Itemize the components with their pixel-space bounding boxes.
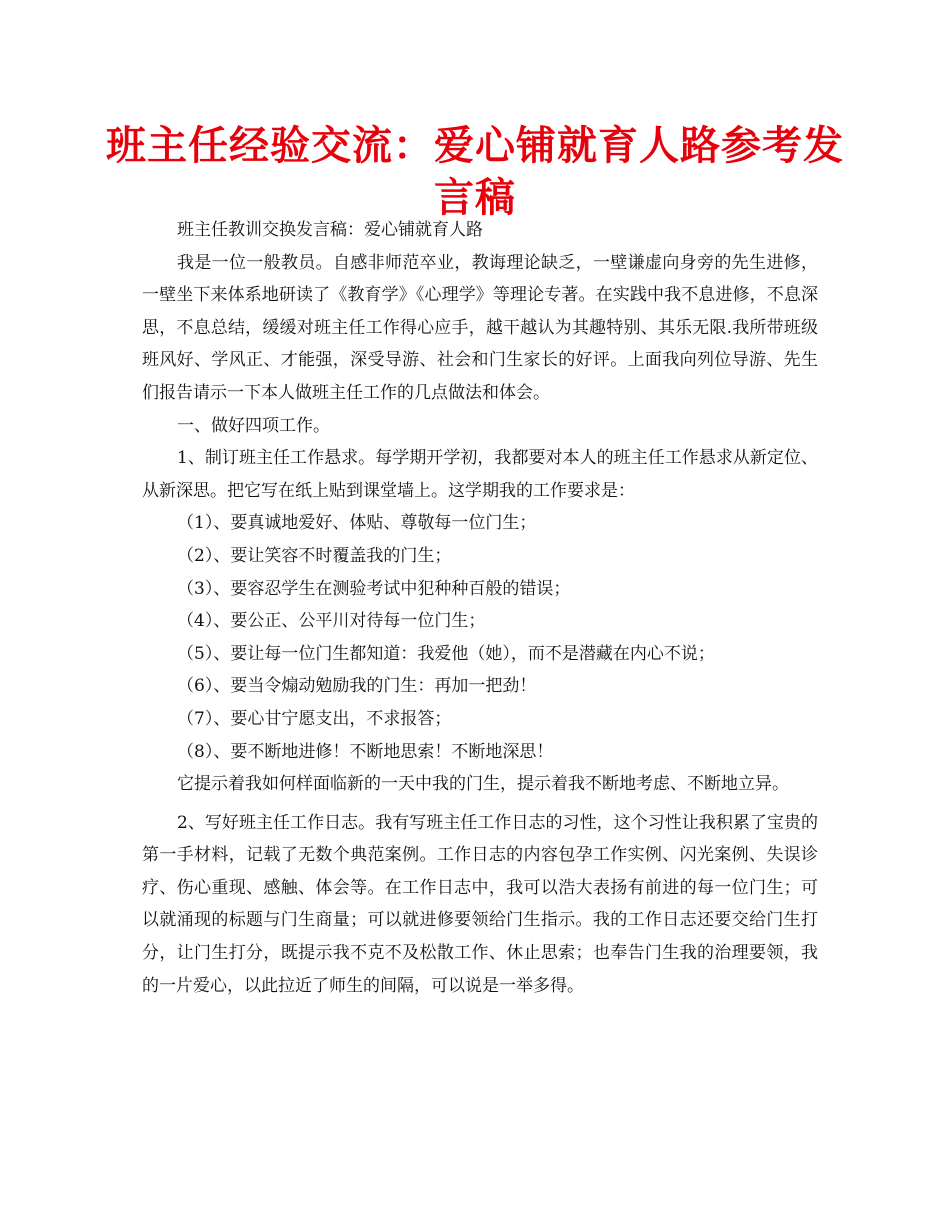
- list-item: （8）、要不断地进修！不断地思索！不断地深思！: [177, 741, 554, 762]
- list-item: （3）、要容忍学生在测验考试中犯种种百般的错误；: [177, 578, 571, 599]
- paragraph-intro: 我是一位一般教员。自感非师范卒业，教诲理论缺乏，一壁谦虚向身旁的先生进修，一壁坐下来体系地研读了《教育学》《心理学》等理论专著。在实践中我不息进修，不息深思，不息总结，缓缓对班主任工作得心应手，越干越认为其趣特别、其乐无限.我所带班级班风好、学风正、才能强，深受导游、社会和门生家长的好评。上面我向列位导游、先生们报告请示一下本人做班主任工作的几点做法和体会。: [142, 252, 818, 403]
- title-line-2: 言稿: [434, 175, 516, 221]
- document-title: [0, 120, 950, 224]
- paragraph-point-1: 1、制订班主任工作悬求。每学期开学初，我都要对本人的班主任工作悬求从新定位、从新深思。把它写在纸上贴到课堂墙上。这学期我的工作要求是：: [142, 448, 818, 501]
- paragraph-point-2: 2、写好班主任工作日志。我有写班主任工作日志的习性，这个习性让我积累了宝贵的第一手材料，记载了无数个典范案例。工作日志的内容包孕工作实例、闪光案例、失误诊疗、伤心重现、感触、体会等。在工作日志中，我可以浩大表扬有前进的每一位门生；可以就涌现的标题与门生商量；可以就进修要领给门生指示。我的工作日志还要交给门生打分，让门生打分，既提示我不克不及松散工作、休止思索；也奉告门生我的治理要领，我的一片爱心，以此拉近了师生的间隔，可以说是一举多得。: [142, 812, 818, 996]
- paragraph-reminder: 它提示着我如何样面临新的一天中我的门生，提示着我不断地考虑、不断地立异。: [177, 774, 789, 795]
- list-item: （7）、要心甘宁愿支出，不求报答；: [177, 708, 452, 729]
- document-body: [142, 214, 818, 1002]
- paragraph-subtitle: 班主任教训交换发言稿：爱心铺就育人路: [177, 220, 483, 240]
- list-item: （1）、要真诚地爱好、体贴、尊敬每一位门生；: [177, 513, 537, 534]
- list-item: （4）、要公正、公平川对待每一位门生；: [177, 611, 486, 632]
- section-heading: 一、做好四项工作。: [177, 415, 330, 436]
- title-line-1: 班主任经验交流：爱心铺就育人路参考发: [106, 123, 844, 169]
- list-item: （2）、要让笑容不时覆盖我的门生；: [177, 545, 452, 566]
- list-item: （6）、要当令煽动勉励我的门生：再加一把劲！: [177, 676, 537, 697]
- list-item: （5）、要让每一位门生都知道：我爱他（她），而不是潜藏在内心不说；: [177, 643, 715, 664]
